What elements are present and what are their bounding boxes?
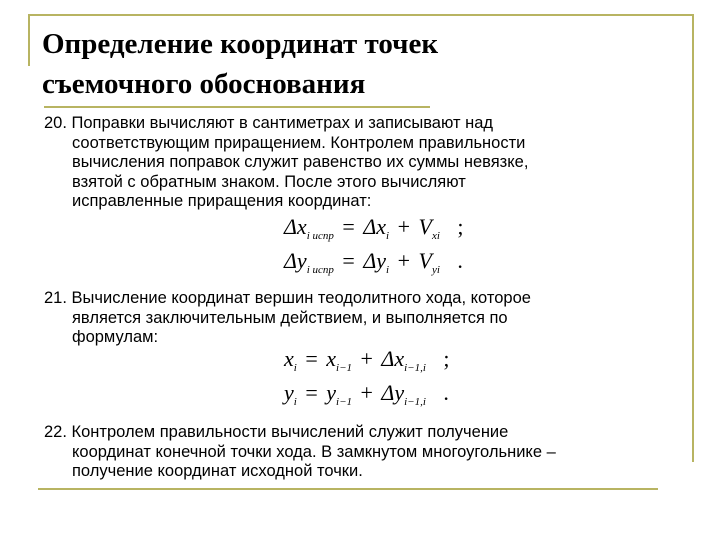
paragraph-line: получение координат исходной точки. — [72, 462, 363, 480]
formula-y — [284, 380, 449, 415]
formula-punctuation: ; — [457, 214, 464, 239]
formula-term: y — [284, 380, 294, 405]
formula-dx-corrected — [284, 214, 464, 249]
formula-x — [284, 346, 450, 381]
formula-subscript: i — [386, 230, 390, 242]
formula-punctuation: . — [457, 248, 463, 273]
formula-operator: + — [397, 248, 410, 273]
formula-term: Δy — [284, 248, 307, 273]
formula-term: Δx — [363, 214, 386, 239]
frame-left-line — [28, 14, 30, 66]
formula-dy-corrected — [284, 248, 463, 283]
frame-bottom-line — [38, 488, 658, 490]
formula-punctuation: . — [443, 380, 449, 405]
formula-subscript: i−1 — [336, 396, 352, 408]
formula-subscript: i−1 — [336, 362, 352, 374]
paragraph-line: вычисления поправок служит равенство их суммы невязке, — [72, 153, 529, 171]
formula-term: Δy — [363, 248, 386, 273]
paragraph-line: исправленные приращения координат: — [72, 192, 372, 210]
paragraph-line: 20. Поправки вычисляют в сантиметрах и записывают над — [44, 114, 494, 132]
title-line-1: Определение координат точек — [42, 28, 439, 60]
formula-operator: + — [397, 214, 410, 239]
formula-subscript: xi — [431, 230, 440, 242]
formula-subscript: i — [386, 264, 390, 276]
formula-term: Δx — [284, 214, 307, 239]
formula-subscript: i−1,i — [404, 362, 426, 374]
paragraph-22 — [44, 423, 684, 482]
formula-term: Δx — [381, 346, 405, 371]
formula-subscript: yi — [431, 264, 440, 276]
formula-operator: + — [360, 346, 373, 371]
formula-term: V — [418, 214, 432, 239]
formula-subscript: i испр — [306, 264, 334, 276]
title-underline — [44, 106, 430, 108]
formula-operator: = — [305, 380, 318, 405]
formula-subscript: i−1,i — [404, 396, 426, 408]
formula-term: x — [284, 346, 294, 371]
paragraph-line: координат конечной точки хода. В замкнутом многоугольнике – — [72, 442, 556, 461]
formula-subscript: i испр — [306, 230, 334, 242]
formula-punctuation: ; — [443, 346, 450, 371]
formula-term: x — [326, 346, 337, 371]
frame-top-line — [28, 14, 694, 16]
slide-title — [42, 24, 662, 104]
formula-operator: = — [342, 214, 355, 239]
paragraph-20 — [44, 114, 684, 212]
paragraph-line: является заключительным действием, и выполняется по — [72, 308, 508, 327]
formula-subscript: i — [293, 396, 297, 408]
formula-term: V — [418, 248, 432, 273]
paragraph-line: взятой с обратным знаком. После этого вычисляют — [72, 172, 466, 191]
formula-term: Δy — [381, 380, 405, 405]
paragraph-21 — [44, 289, 684, 348]
formula-subscript: i — [293, 362, 297, 374]
formula-term: y — [326, 380, 337, 405]
formula-operator: + — [360, 380, 373, 405]
frame-right-line — [692, 14, 694, 462]
formula-operator: = — [305, 346, 318, 371]
paragraph-line: формулам: — [72, 328, 159, 346]
paragraph-line: 22. Контролем правильности вычислений служит получение — [44, 423, 509, 441]
paragraph-line: 21. Вычисление координат вершин теодолитного хода, которое — [44, 289, 531, 307]
paragraph-line: соответствующим приращением. Контролем правильности — [72, 133, 526, 152]
title-line-2: съемочного обоснования — [42, 68, 366, 100]
formula-operator: = — [342, 248, 355, 273]
